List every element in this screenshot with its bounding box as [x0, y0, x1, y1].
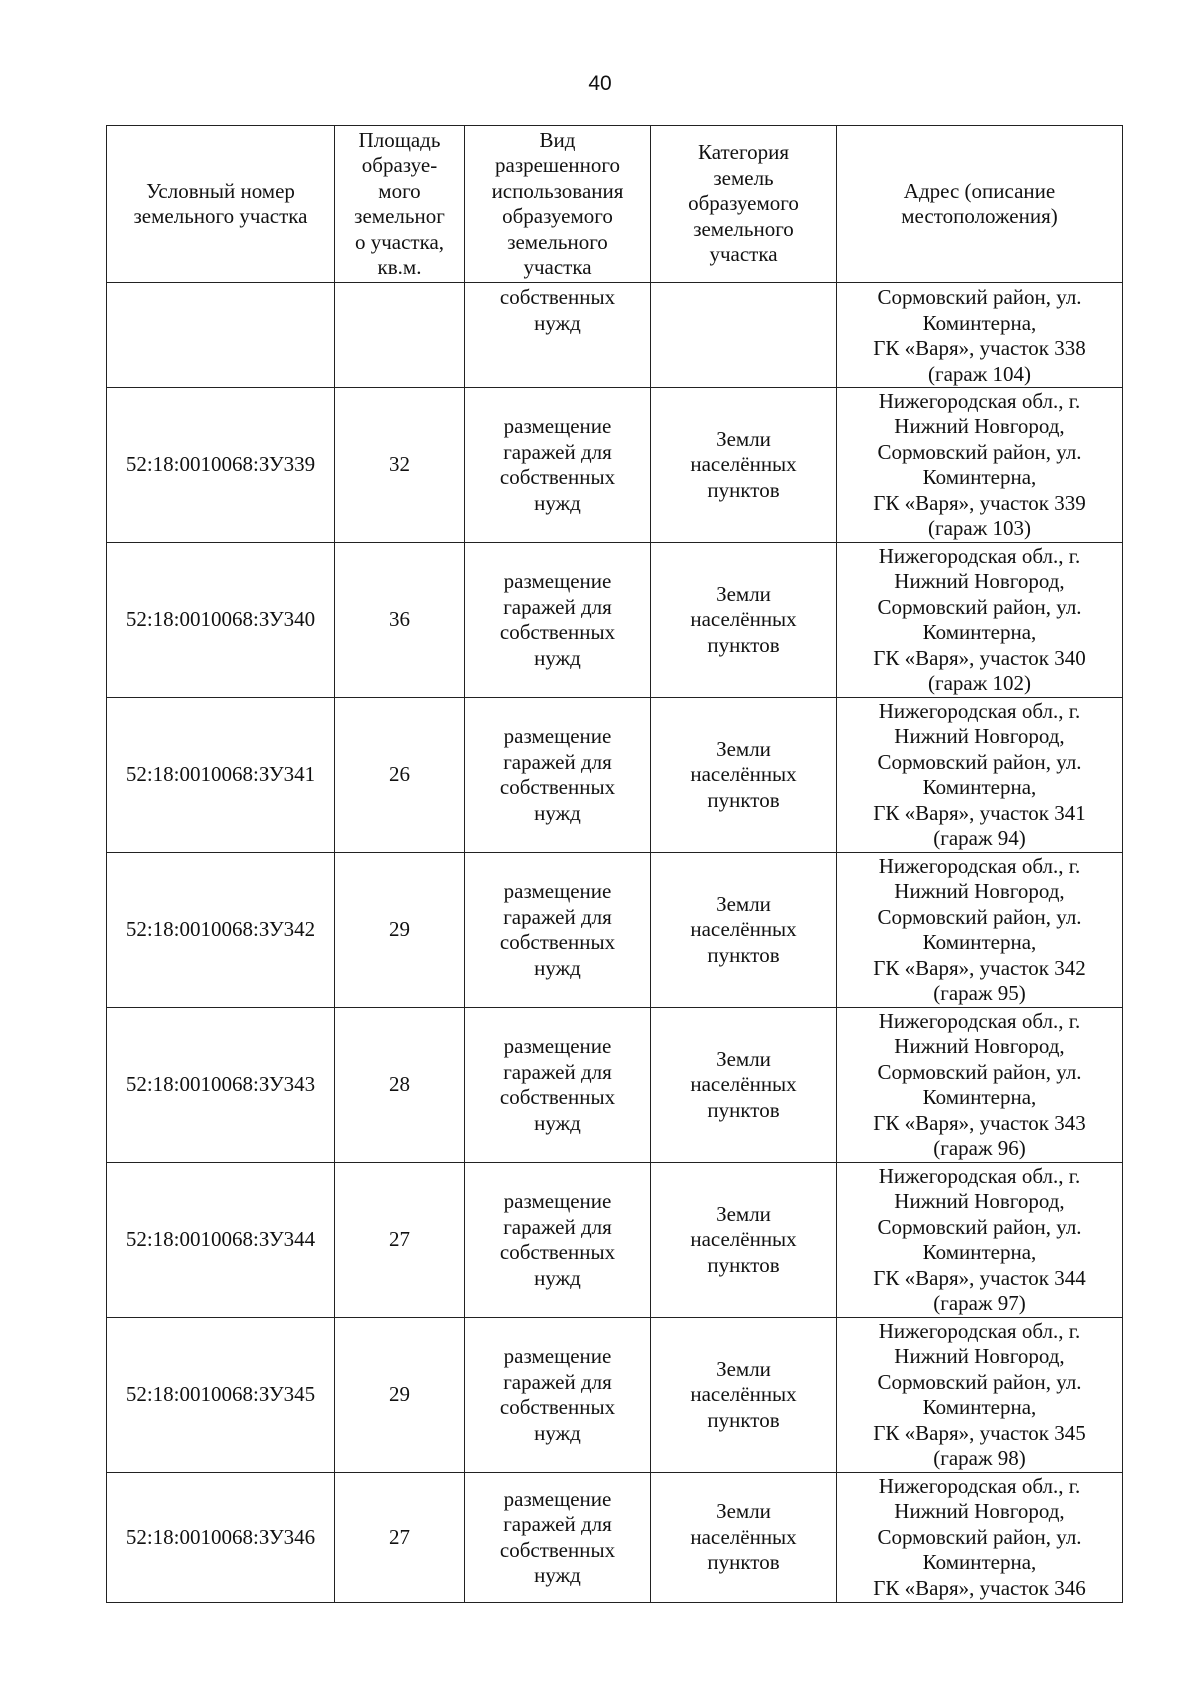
cell-address-text: Нижегородская обл., г. Нижний Новгород, Сормовский район, ул. Коминтерна, ГК «Варя», участок 341 (гараж 94)	[873, 698, 1086, 850]
cell-permitted-use	[465, 1008, 651, 1163]
cell-land-category	[651, 543, 837, 698]
cell-address	[837, 853, 1123, 1008]
cell-address-text: Нижегородская обл., г. Нижний Новгород, Сормовский район, ул. Коминтерна, ГК «Варя», участок 342 (гараж 95)	[873, 853, 1086, 1005]
cell-address	[837, 1318, 1123, 1473]
cell-address: Сормовский район, ул. Коминтерна, ГК «Варя», участок 338 (гараж 104)	[837, 283, 1123, 388]
cell-permitted-use	[465, 543, 651, 698]
cell-plot-number	[107, 388, 335, 543]
cell-area	[335, 543, 465, 698]
cell-permitted-use	[465, 853, 651, 1008]
cell-address	[837, 1473, 1123, 1603]
cell-area-text: 29	[389, 917, 410, 942]
cell-land-category-text: Земли населённых пунктов	[690, 1499, 797, 1575]
cell-address-text: Нижегородская обл., г. Нижний Новгород, Сормовский район, ул. Коминтерна, ГК «Варя», участок 343 (гараж 96)	[873, 1008, 1086, 1160]
cell-plot-number-text: 52:18:0010068:ЗУ344	[125, 1227, 316, 1252]
cell-plot-number	[107, 543, 335, 698]
header-permitted-use: Вид разрешенного использования образуемого земельного участка	[465, 126, 651, 283]
cell-area-text: 32	[389, 452, 410, 477]
cell-land-category	[651, 1473, 837, 1603]
cell-plot-number-text: 52:18:0010068:ЗУ345	[125, 1382, 316, 1407]
cell-permitted-use: собственных нужд	[465, 283, 651, 388]
cell-area-text: 27	[389, 1227, 410, 1252]
cell-address	[837, 388, 1123, 543]
cell-land-category-text: Земли населённых пунктов	[690, 1046, 797, 1122]
cell-plot-number	[107, 853, 335, 1008]
table-row	[107, 1163, 1123, 1318]
cell-area	[335, 388, 465, 543]
cell-permitted-use-text: размещение гаражей для собственных нужд	[499, 1189, 616, 1290]
cell-plot-number	[107, 283, 335, 388]
cell-permitted-use-text: размещение гаражей для собственных нужд	[499, 1034, 616, 1135]
cell-permitted-use	[465, 1473, 651, 1603]
table-row	[107, 543, 1123, 698]
cell-plot-number-text: 52:18:0010068:ЗУ341	[125, 762, 316, 787]
cell-land-category-text: Земли населённых пунктов	[690, 581, 797, 657]
table-row	[107, 1473, 1123, 1603]
cell-address	[837, 543, 1123, 698]
cell-land-category-text: Земли населённых пунктов	[690, 736, 797, 812]
cell-area-text: 26	[389, 762, 410, 787]
header-area: Площадь образуе- мого земельног о участка, кв.м.	[335, 126, 465, 283]
cell-land-category-text: Земли населённых пунктов	[690, 891, 797, 967]
table-row	[107, 853, 1123, 1008]
cell-permitted-use-text: размещение гаражей для собственных нужд	[499, 414, 616, 515]
cell-land-category-text: Земли населённых пунктов	[690, 426, 797, 502]
cell-land-category	[651, 1318, 837, 1473]
cell-land-category	[651, 1163, 837, 1318]
table-row	[107, 698, 1123, 853]
cell-plot-number-text: 52:18:0010068:ЗУ339	[125, 452, 316, 477]
cell-area	[335, 283, 465, 388]
cell-permitted-use-text: размещение гаражей для собственных нужд	[499, 724, 616, 825]
cell-area-text: 27	[389, 1524, 410, 1549]
cell-plot-number	[107, 1163, 335, 1318]
cell-land-category	[651, 853, 837, 1008]
cell-land-category	[651, 698, 837, 853]
cell-address-text: Нижегородская обл., г. Нижний Новгород, Сормовский район, ул. Коминтерна, ГК «Варя», участок 340 (гараж 102)	[873, 543, 1086, 695]
cell-address-text: Нижегородская обл., г. Нижний Новгород, Сормовский район, ул. Коминтерна, ГК «Варя», участок 339 (гараж 103)	[873, 388, 1086, 540]
table-row	[107, 1008, 1123, 1163]
cell-area	[335, 1008, 465, 1163]
cell-land-category	[651, 1008, 837, 1163]
cell-permitted-use-text: размещение гаражей для собственных нужд	[499, 569, 616, 670]
cell-plot-number	[107, 1008, 335, 1163]
cell-area	[335, 853, 465, 1008]
header-plot-number: Условный номер земельного участка	[107, 126, 335, 283]
cell-area	[335, 1163, 465, 1318]
cell-land-category	[651, 283, 837, 388]
cell-land-category	[651, 388, 837, 543]
cell-address	[837, 698, 1123, 853]
table-header-row	[107, 126, 1123, 283]
table-row	[107, 1318, 1123, 1473]
cell-address-text: Нижегородская обл., г. Нижний Новгород, Сормовский район, ул. Коминтерна, ГК «Варя», участок 346	[873, 1473, 1086, 1600]
cell-area	[335, 1318, 465, 1473]
cell-permitted-use	[465, 1163, 651, 1318]
cell-land-category-text: Земли населённых пунктов	[690, 1201, 797, 1277]
header-address: Адрес (описание местоположения)	[837, 126, 1123, 283]
cell-plot-number-text: 52:18:0010068:ЗУ343	[125, 1072, 316, 1097]
page-number: 40	[588, 72, 612, 95]
cell-plot-number	[107, 1473, 335, 1603]
cell-land-category-text: Земли населённых пунктов	[690, 1356, 797, 1432]
cell-permitted-use-text: размещение гаражей для собственных нужд	[499, 1344, 616, 1445]
cell-permitted-use	[465, 698, 651, 853]
table-row-continued	[107, 283, 1123, 388]
cell-plot-number-text: 52:18:0010068:ЗУ340	[125, 607, 316, 632]
cell-permitted-use-text: размещение гаражей для собственных нужд	[499, 1486, 616, 1587]
cell-area-text: 28	[389, 1072, 410, 1097]
cell-area	[335, 1473, 465, 1603]
cell-address-text: Нижегородская обл., г. Нижний Новгород, Сормовский район, ул. Коминтерна, ГК «Варя», участок 344 (гараж 97)	[873, 1163, 1086, 1315]
cell-plot-number-text: 52:18:0010068:ЗУ342	[125, 917, 316, 942]
cell-plot-number	[107, 698, 335, 853]
header-land-category: Категория земель образуемого земельного участка	[651, 126, 837, 283]
cell-area-text: 36	[389, 607, 410, 632]
cell-permitted-use-text: размещение гаражей для собственных нужд	[499, 879, 616, 980]
cell-plot-number-text: 52:18:0010068:ЗУ346	[125, 1524, 316, 1549]
cell-address	[837, 1008, 1123, 1163]
cell-permitted-use	[465, 1318, 651, 1473]
table-row	[107, 388, 1123, 543]
cell-plot-number	[107, 1318, 335, 1473]
cell-area	[335, 698, 465, 853]
cell-address	[837, 1163, 1123, 1318]
cell-area-text: 29	[389, 1382, 410, 1407]
cell-permitted-use	[465, 388, 651, 543]
cell-address-text: Нижегородская обл., г. Нижний Новгород, Сормовский район, ул. Коминтерна, ГК «Варя», участок 345 (гараж 98)	[873, 1318, 1086, 1470]
land-plot-table	[106, 125, 1123, 1603]
